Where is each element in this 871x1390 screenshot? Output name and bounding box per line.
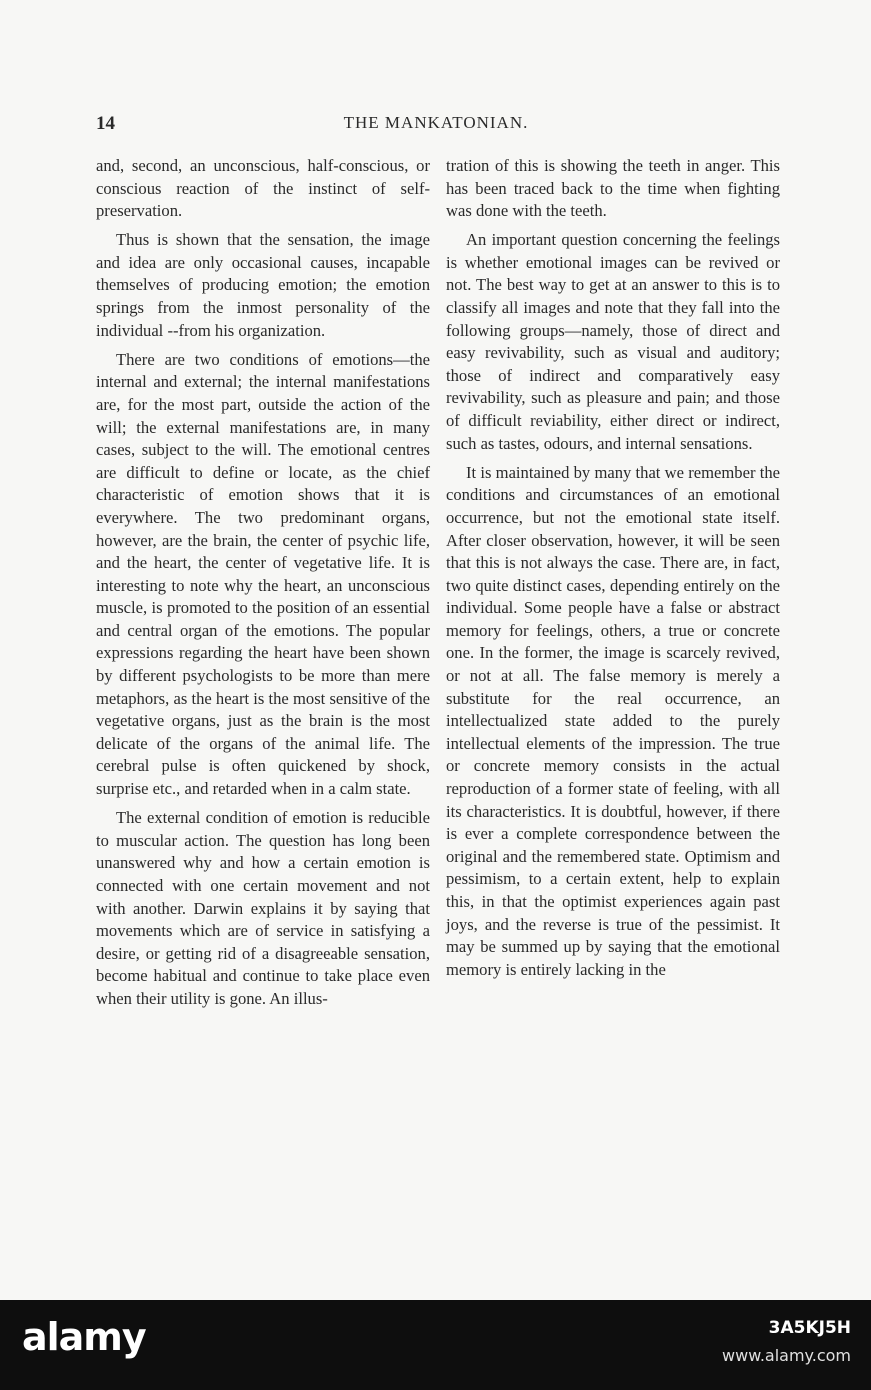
right-column (446, 155, 780, 988)
paragraph: tration of this is showing the teeth in anger. This has been traced back to the time when fighting was done with the teeth. (446, 156, 780, 221)
brand-logo: alamy (22, 1315, 146, 1359)
paragraph: The external condition of emotion is reducible to muscular action. The question has long been unanswered why and how a certain emotion is connected with one certain movement and not with another. Darwin explains it by saying that movements which are of service in satisfying a desire, or getting rid of a disagreeable sensation, become habitual and continue to take place even when their utility is gone. An illus- (96, 808, 430, 1008)
running-title: THE MANKATONIAN. (343, 113, 529, 132)
page-header (96, 113, 776, 139)
paragraph: It is maintained by many that we remember the conditions and circumstances of an emotional occurrence, but not the emotional state itself. After closer observation, however, it will be seen that this is not always the case. There are, in fact, two quite distinct cases, depending entirely on the individual. Some people have a false or abstract memory for feelings, others, a true or concrete one. In the former, the image is scarcely revived, or not at all. The false memory is merely a substitute for the real occurrence, an intellectualized state added to the purely intellectual elements of the impression. The true or concrete memory consists in the actual reproduction of a former state of feeling, with all its characteristics. It is doubtful, however, if there is ever a complete correspondence between the original and the remembered state. Optimism and pessimism, to a certain extent, help to explain this, in that the optimist experiences again past joys, and the reverse is true of the pessimist. It may be summed up by saying that the emotional memory is entirely lacking in the (446, 462, 780, 979)
site-url: www.alamy.com (722, 1346, 851, 1365)
watermark-footer (0, 1300, 871, 1390)
paragraph: An important question concerning the feelings is whether emotional images can be revived or not. The best way to get at an answer to this is to classify all images and note that they fall into the following groups—namely, those of direct and easy revivability, such as visual and auditory; those of indirect and comparatively easy revivability, such as pleasure and pain; and those of difficult reviability, either direct or indirect, such as tastes, odours, and internal sensations. (446, 230, 780, 453)
paragraph: There are two conditions of emotions—the internal and external; the internal manifestations are, for the most part, outside the action of the will; the external manifestations are, in many cases, subject to the will. The emotional centres are difficult to define or locate, as the chief characteristic of emotion shows that it is everywhere. The two predominant organs, however, are the brain, the center of psychic life, and the heart, the center of vegetative life. It is interesting to note why the heart, an unconscious muscle, is promoted to the position of an essential and central organ of the emotions. The popular expressions regarding the heart have been shown by different psychologists to be more than mere metaphors, as the heart is the most sensitive of the vegetative organs, just as the brain is the most delicate of the organs of the animal life. The cerebral pulse is often quickened by shock, surprise etc., and retarded when in a calm state. (96, 349, 430, 799)
image-id: 3A5KJ5H (768, 1318, 851, 1338)
page-number: 14 (96, 113, 115, 134)
paragraph: Thus is shown that the sensation, the image and idea are only occasional causes, incapable themselves of producing emotion; the emotion springs from the inmost personality of the individual --from his organization. (96, 230, 430, 340)
left-column (96, 155, 430, 1017)
paragraph: and, second, an unconscious, half-conscious, or conscious reaction of the instinct of self-preservation. (96, 156, 430, 221)
